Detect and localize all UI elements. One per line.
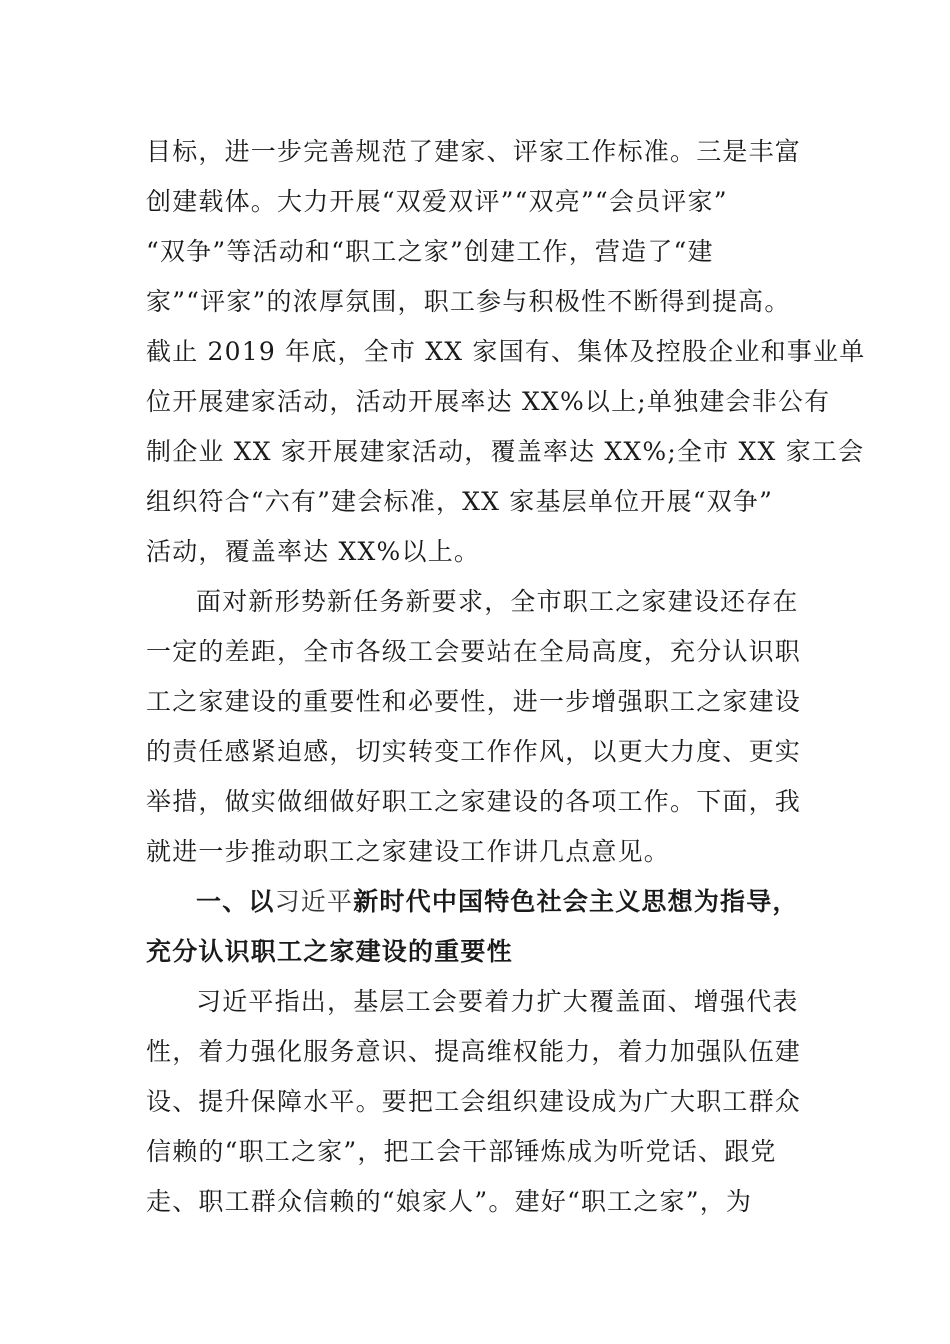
paragraph-1-line-9: 活动，覆盖率达 XX%以上。 (146, 537, 481, 566)
paragraph-2-line-3: 工之家建设的重要性和必要性，进一步增强职工之家建设 (146, 687, 802, 716)
paragraph-1-line-6: 位开展建家活动，活动开展率达 XX%以上;单独建会非公有 (146, 387, 831, 416)
paragraph-1-line-5: 截止 2019 年底，全市 XX 家国有、集体及控股企业和事业单 (146, 337, 866, 366)
paragraph-1-line-2: 创建载体。大力开展“双爱双评”“双亮”“会员评家” (146, 187, 728, 216)
paragraph-3-line-4: 信赖的“职工之家”，把工会干部锤炼成为听党话、跟党 (146, 1137, 777, 1166)
section-heading-line-1 (196, 884, 799, 920)
paragraph-3-line-2: 性，着力强化服务意识、提高维权能力，着力加强队伍建 (146, 1037, 802, 1066)
paragraph-2-line-4: 的责任感紧迫感，切实转变工作作风，以更大力度、更实 (146, 737, 802, 766)
paragraph-2-line-6: 就进一步推动职工之家建设工作讲几点意见。 (146, 837, 671, 866)
paragraph-1-line-4: 家”“评家”的浓厚氛围，职工参与积极性不断得到提高。 (146, 287, 791, 316)
paragraph-1-line-8: 组织符合“六有”建会标准，XX 家基层单位开展“双争” (146, 487, 774, 516)
paragraph-2-line-1: 面对新形势新任务新要求，全市职工之家建设还存在 (196, 587, 799, 616)
paragraph-1-line-1: 目标，进一步完善规范了建家、评家工作标准。三是丰富 (146, 137, 802, 166)
section-heading-prefix: 一、以 (196, 887, 275, 916)
paragraph-3-line-1: 习近平指出，基层工会要着力扩大覆盖面、增强代表 (196, 987, 799, 1016)
section-heading-line-2: 充分认识职工之家建设的重要性 (146, 937, 513, 966)
paragraph-3-line-3: 设、提升保障水平。要把工会组织建设成为广大职工群众 (146, 1087, 802, 1116)
paragraph-2-line-2: 一定的差距，全市各级工会要站在全局高度，充分认识职 (146, 637, 802, 666)
paragraph-2-line-5: 举措，做实做细做好职工之家建设的各项工作。下面，我 (146, 787, 802, 816)
section-heading-name: 习近平 (274, 887, 354, 916)
paragraph-3-line-5: 走、职工群众信赖的“娘家人”。建好“职工之家”，为 (146, 1187, 753, 1216)
section-heading-rest: 新时代中国特色社会主义思想为指导， (353, 887, 799, 916)
paragraph-1-line-7: 制企业 XX 家开展建家活动，覆盖率达 XX%;全市 XX 家工会 (146, 437, 865, 466)
paragraph-1-line-3: “双争”等活动和“职工之家”创建工作，营造了“建 (146, 237, 714, 266)
